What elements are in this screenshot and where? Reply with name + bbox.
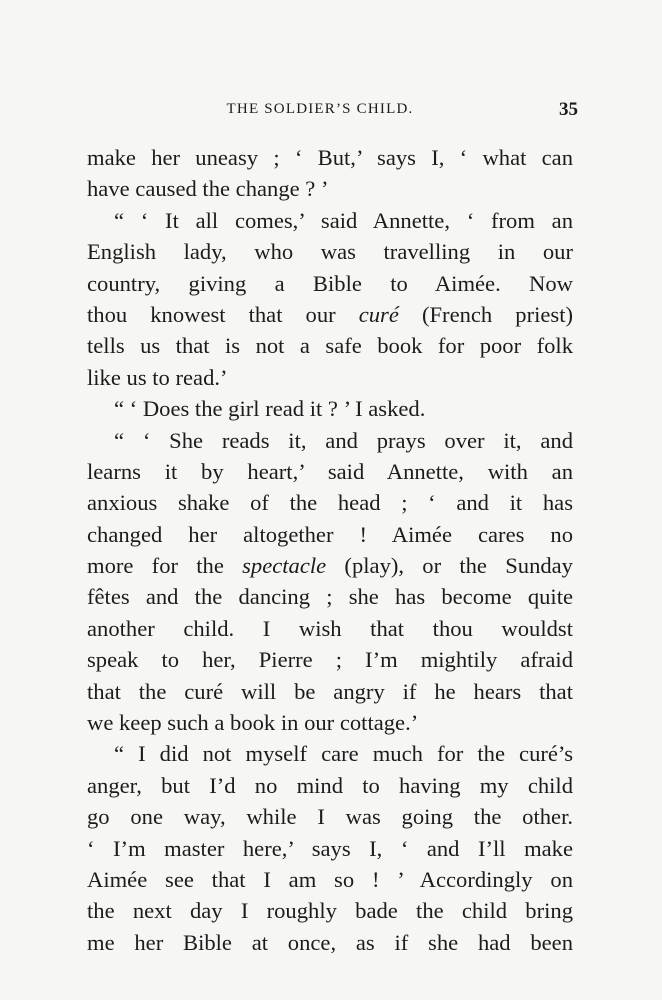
text-line: country, giving a Bible to Aimée. Now xyxy=(87,270,573,296)
text-line: “ ‘ She reads it, and prays over it, and xyxy=(114,427,573,453)
text-line: anger, but I’d no mind to having my child xyxy=(87,772,573,798)
text-line: learns it by heart,’ said Annette, with an xyxy=(87,458,573,484)
text-line: fêtes and the dancing ; she has become quite xyxy=(87,584,573,610)
text-line: make her uneasy ; ‘ But,’ says I, ‘ what can xyxy=(87,145,573,170)
text-line: another child. I wish that thou wouldst xyxy=(87,615,573,641)
running-head xyxy=(0,101,662,125)
body-text xyxy=(87,142,573,958)
text-segment: thou knowest that our xyxy=(87,301,359,327)
text-line: ‘ I’m master here,’ says I, ‘ and I’ll make xyxy=(87,835,573,861)
page-number: 35 xyxy=(559,99,578,120)
text-line: speak to her, Pierre ; I’m mightily afraid xyxy=(87,647,573,673)
text-line xyxy=(87,299,573,330)
text-line: like us to read.’ xyxy=(87,364,228,390)
text-line: that the curé will be angry if he hears that xyxy=(87,678,573,704)
italic-term: spectacle xyxy=(242,553,327,579)
running-title: THE SOLDIER’S CHILD. xyxy=(226,101,414,117)
text-line: “ ‘ It all comes,’ said Annette, ‘ from an xyxy=(114,207,573,233)
text-segment: more for the xyxy=(87,553,243,579)
text-line: “ I did not myself care much for the curé’s xyxy=(114,741,573,767)
text-line: English lady, who was travelling in our xyxy=(87,239,573,265)
text-line: go one way, while I was going the other. xyxy=(87,804,573,830)
text-segment: (French priest) xyxy=(398,301,573,327)
text-line: me her Bible at once, as if she had been xyxy=(87,929,573,955)
text-line: we keep such a book in our cottage.’ xyxy=(87,710,419,736)
text-line: anxious shake of the head ; ‘ and it has xyxy=(87,490,573,516)
italic-term: curé xyxy=(358,301,399,327)
text-line: Aimée see that I am so ! ’ Accordingly on xyxy=(87,866,573,892)
text-line: have caused the change ? ’ xyxy=(87,176,329,202)
text-line xyxy=(87,550,573,581)
text-line: the next day I roughly bade the child bring xyxy=(87,898,573,924)
text-line: “ ‘ Does the girl read it ? ’ I asked. xyxy=(114,396,426,422)
text-line: tells us that is not a safe book for poor folk xyxy=(87,333,573,359)
text-line: changed her altogether ! Aimée cares no xyxy=(87,521,573,547)
text-segment: (play), or the Sunday xyxy=(326,553,573,579)
